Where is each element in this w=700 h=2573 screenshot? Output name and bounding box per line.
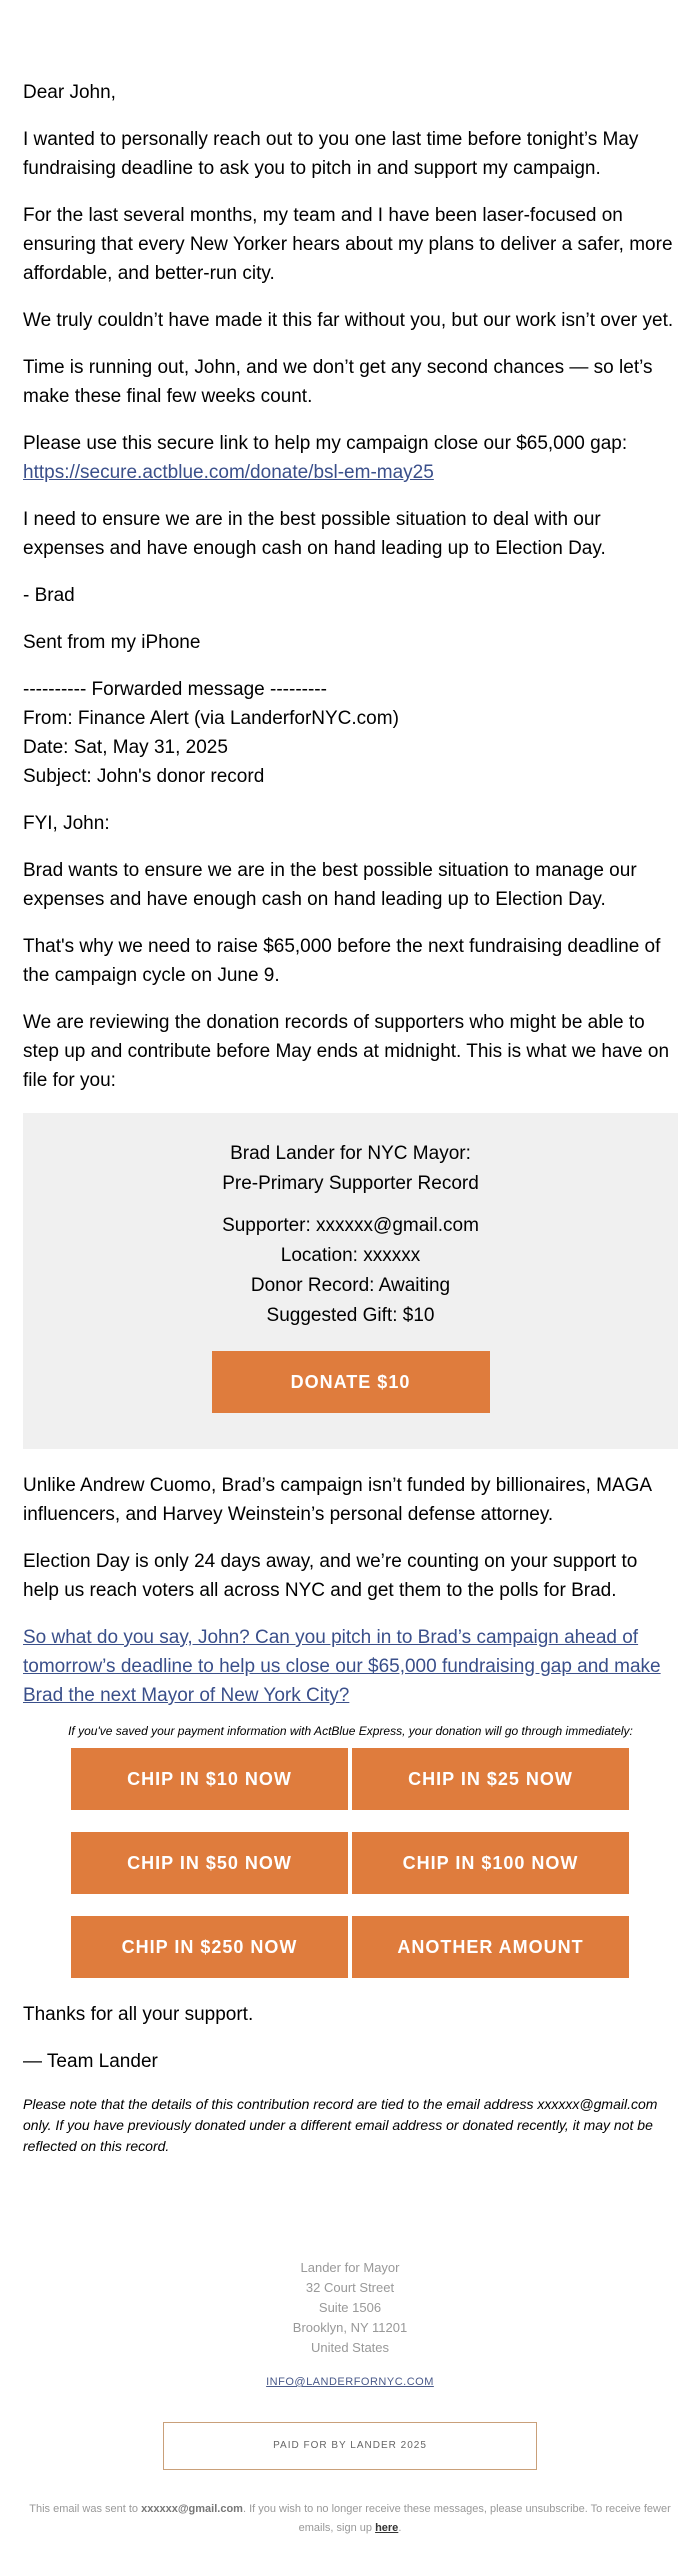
footer-address2: Suite 1506 — [318, 2300, 382, 2315]
letter-paragraph: I wanted to personally reach out to you one last time before tonight’s May fundraising deadline to ask you to pitch in and support my campaign. — [23, 129, 639, 179]
record-fields — [23, 1211, 678, 1331]
secure-link-text: Please use this secure link to help my campaign close our $65,000 gap: — [23, 433, 628, 454]
forwarded-date: Date: Sat, May 31, 2025 — [23, 737, 228, 758]
chip-in-25-button[interactable]: CHIP IN $25 NOW — [352, 1748, 629, 1810]
chip-in-250-button[interactable]: CHIP IN $250 NOW — [71, 1916, 348, 1978]
signoff: - Brad — [23, 585, 75, 606]
donate-10-button[interactable]: DONATE $10 — [212, 1351, 490, 1413]
greeting: Dear John, — [23, 82, 116, 103]
forwarded-header — [23, 675, 678, 791]
actblue-donate-link[interactable]: https://secure.actblue.com/donate/bsl-em-may25 — [23, 462, 434, 483]
record-suggested-gift: Suggested Gift: $10 — [266, 1305, 435, 1326]
forwarded-paragraph: Brad wants to ensure we are in the best possible situation to manage our expenses and have enough cash on hand leading up to Election Day. — [23, 860, 637, 910]
another-amount-button[interactable]: ANOTHER AMOUNT — [352, 1916, 629, 1978]
forwarded-paragraph: We are reviewing the donation records of supporters who might be able to step up and contribute before May ends at midnight. This is what we have on file for you: — [23, 1012, 670, 1091]
email-footer — [0, 2258, 700, 2538]
footer-email-link[interactable]: INFO@LANDERFORNYC.COM — [266, 2376, 434, 2388]
record-title-line1: Brad Lander for NYC Mayor: — [230, 1143, 471, 1164]
after-paragraph: Unlike Andrew Cuomo, Brad’s campaign isn’t funded by billionaires, MAGA influencers, and Harvey Weinstein’s personal defense attorney. — [23, 1475, 652, 1525]
letter-paragraph: Time is running out, John, and we don’t get any second chances — so let’s make these final few weeks count. — [23, 357, 653, 407]
forwarded-from: From: Finance Alert (via LanderforNYC.com) — [23, 708, 399, 729]
chip-in-50-button[interactable]: CHIP IN $50 NOW — [71, 1832, 348, 1894]
forwarded-divider: ---------- Forwarded message --------- — [23, 679, 327, 700]
chip-in-button-grid — [71, 1748, 630, 1978]
paid-for-box: PAID FOR BY LANDER 2025 — [163, 2422, 537, 2470]
letter-paragraph: We truly couldn’t have made it this far without you, but our work isn’t over yet. — [23, 310, 674, 331]
chip-row — [71, 1748, 630, 1810]
thanks-line: Thanks for all your support. — [23, 2004, 254, 2025]
sign-up-here-link[interactable]: here — [375, 2522, 399, 2534]
fyi-line: FYI, John: — [23, 813, 110, 834]
forwarded-subject: Subject: John's donor record — [23, 766, 265, 787]
chip-in-10-button[interactable]: CHIP IN $10 NOW — [71, 1748, 348, 1810]
secure-link-paragraph — [23, 429, 678, 487]
email-body — [23, 78, 678, 2157]
footer-country: United States — [310, 2340, 390, 2355]
footer-address1: 32 Court Street — [305, 2280, 395, 2295]
letter-paragraph: For the last several months, my team and I have been laser-focused on ensuring that every New Yorker hears about my plans to deliver a safer, more affordable, and better-run city. — [23, 205, 673, 284]
unsubscribe-fine-print — [25, 2500, 675, 2538]
chip-in-100-button[interactable]: CHIP IN $100 NOW — [352, 1832, 629, 1894]
team-signature: — Team Lander — [23, 2051, 158, 2072]
chip-row — [71, 1832, 630, 1894]
footer-city: Brooklyn, NY 11201 — [292, 2320, 408, 2335]
forwarded-paragraph: That's why we need to raise $65,000 before the next fundraising deadline of the campaign cycle on June 9. — [23, 936, 661, 986]
fine-email: xxxxxx@gmail.com — [141, 2503, 243, 2515]
contribution-disclaimer: Please note that the details of this contribution record are tied to the email address xxxxxx@gmail.com only. If you have previously donated under a different email address or donated recently, it may not be reflected on this record. — [23, 2096, 658, 2154]
after-paragraph: Election Day is only 24 days away, and we’re counting on your support to help us reach voters all across NYC and get them to the polls for Brad. — [23, 1551, 638, 1601]
sent-from: Sent from my iPhone — [23, 632, 201, 653]
fine-mid: . If you wish to no longer receive these messages, please unsubscribe. To receive fewer emails, sign up — [242, 2503, 671, 2534]
record-location: Location: xxxxxx — [280, 1245, 421, 1266]
footer-org: Lander for Mayor — [300, 2260, 400, 2275]
fine-end: . — [398, 2522, 402, 2534]
record-title-line2: Pre-Primary Supporter Record — [222, 1173, 479, 1194]
pitch-in-cta-link[interactable]: So what do you say, John? Can you pitch in to Brad’s campaign ahead of tomorrow’s deadline to help us close our $65,000 fundraising gap and make Brad the next Mayor of New York City? — [23, 1627, 661, 1706]
letter-paragraph: I need to ensure we are in the best possible situation to deal with our expenses and have enough cash on hand leading up to Election Day. — [23, 509, 606, 559]
fine-pre: This email was sent to — [29, 2503, 142, 2515]
record-donor-status: Donor Record: Awaiting — [250, 1275, 451, 1296]
record-supporter: Supporter: xxxxxx@gmail.com — [222, 1215, 479, 1236]
supporter-record-box — [23, 1113, 678, 1449]
chip-row — [71, 1916, 630, 1978]
record-title — [23, 1139, 678, 1199]
actblue-express-note: If you've saved your payment information with ActBlue Express, your donation will go through immediately: — [68, 1724, 633, 1738]
